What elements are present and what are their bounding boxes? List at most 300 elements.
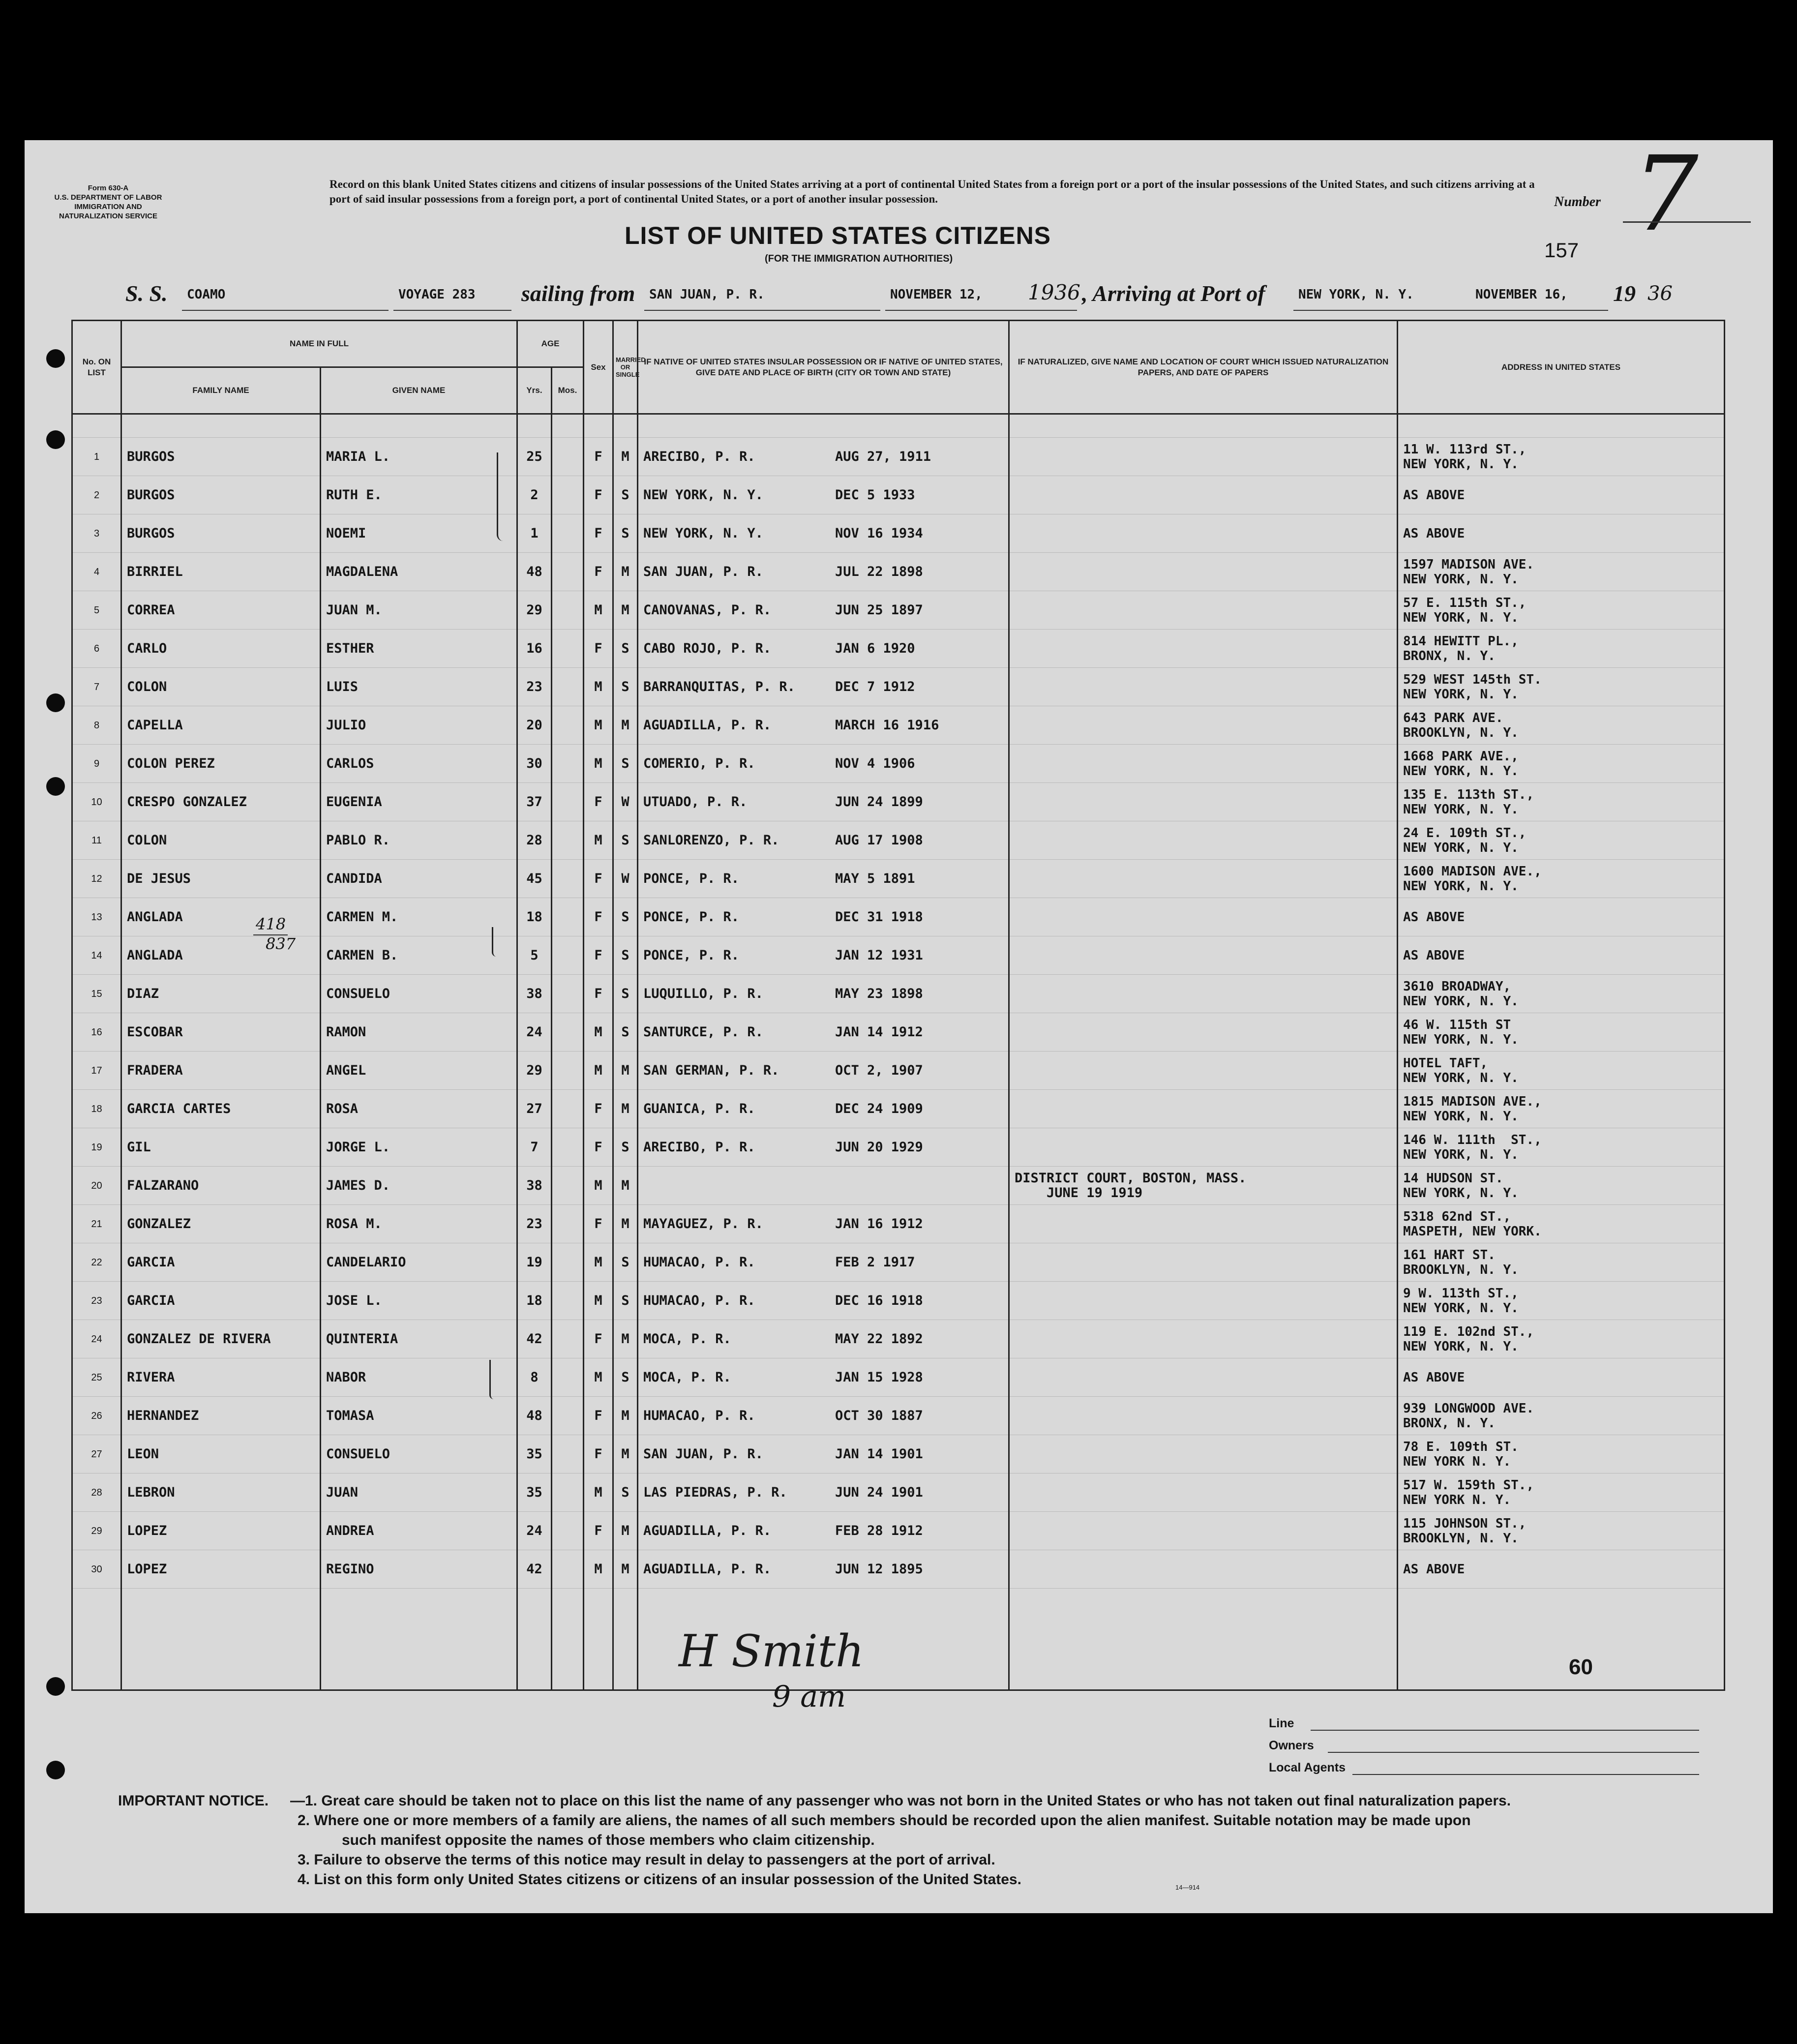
given-name: JULIO bbox=[321, 706, 517, 745]
birth-place: MOCA, P. R. bbox=[643, 1369, 731, 1385]
passenger-row bbox=[72, 668, 1725, 706]
birth-place: MOCA, P. R. bbox=[643, 1331, 731, 1347]
age-years: 30 bbox=[517, 745, 552, 783]
sex: M bbox=[584, 1167, 613, 1205]
sex: F bbox=[584, 1320, 613, 1358]
age-years: 1 bbox=[517, 514, 552, 553]
birth-place: SAN JUAN, P. R. bbox=[643, 1446, 763, 1462]
birth-place-date bbox=[638, 514, 1009, 553]
passenger-row bbox=[72, 783, 1725, 821]
page-title: LIST OF UNITED STATES CITIZENS bbox=[625, 222, 1051, 249]
birth-place-date bbox=[638, 783, 1009, 821]
family-name: ANGLADA bbox=[121, 898, 321, 936]
age-months bbox=[552, 438, 584, 476]
age-years: 16 bbox=[517, 630, 552, 668]
sex: F bbox=[584, 1397, 613, 1435]
marital-status: W bbox=[613, 783, 638, 821]
birth-date: NOV 4 1906 bbox=[835, 755, 915, 771]
form-identifier: Form 630-A U.S. DEPARTMENT OF LABOR IMMIGRATION AND NATURALIZATION SERVICE bbox=[54, 184, 162, 220]
marital-status: S bbox=[613, 936, 638, 975]
family-name: COLON bbox=[121, 668, 321, 706]
passenger-row bbox=[72, 1052, 1725, 1090]
page-count: 60 bbox=[1569, 1655, 1593, 1679]
age-years: 38 bbox=[517, 1167, 552, 1205]
age-months bbox=[552, 1320, 584, 1358]
address: 5318 62nd ST., MASPETH, NEW YORK. bbox=[1398, 1205, 1725, 1243]
marital-status: M bbox=[613, 1205, 638, 1243]
marital-status: S bbox=[613, 668, 638, 706]
marital-status: S bbox=[613, 821, 638, 860]
age-years: 29 bbox=[517, 1052, 552, 1090]
birth-place-date bbox=[638, 860, 1009, 898]
col-birth: IF NATIVE OF UNITED STATES INSULAR POSSESSION OR IF NATIVE OF UNITED STATES, GIVE DATE AND PLACE OF BIRTH (CITY OR TOWN AND STATE) bbox=[638, 321, 1009, 414]
family-name: GARCIA CARTES bbox=[121, 1090, 321, 1128]
age-months bbox=[552, 1435, 584, 1473]
naturalization bbox=[1009, 553, 1398, 591]
age-months bbox=[552, 1473, 584, 1512]
row-number: 9 bbox=[72, 745, 121, 783]
birth-date: JAN 16 1912 bbox=[835, 1216, 923, 1232]
passenger-row bbox=[72, 1282, 1725, 1320]
blank-footer-row bbox=[72, 1589, 1725, 1690]
birth-place: HUMACAO, P. R. bbox=[643, 1254, 755, 1270]
age-years: 7 bbox=[517, 1128, 552, 1167]
arriving-label: , Arriving at Port of bbox=[1082, 281, 1265, 306]
address: 11 W. 113rd ST., NEW YORK, N. Y. bbox=[1398, 438, 1725, 476]
given-name: REGINO bbox=[321, 1550, 517, 1589]
form-tag: 14—914 bbox=[1175, 1884, 1200, 1891]
birth-place-date bbox=[638, 1013, 1009, 1052]
family-name: FALZARANO bbox=[121, 1167, 321, 1205]
age-years: 24 bbox=[517, 1512, 552, 1550]
passenger-row bbox=[72, 936, 1725, 975]
birth-place: CABO ROJO, P. R. bbox=[643, 640, 772, 656]
officer-signature: H Smith bbox=[679, 1625, 865, 1677]
notice-heading: IMPORTANT NOTICE. bbox=[118, 1793, 269, 1809]
age-years: 23 bbox=[517, 668, 552, 706]
sex: M bbox=[584, 1052, 613, 1090]
birth-place-date bbox=[638, 1282, 1009, 1320]
list-number: 7 bbox=[1633, 134, 1699, 254]
birth-place: SAN JUAN, P. R. bbox=[643, 564, 763, 579]
col-age-years: Yrs. bbox=[517, 367, 552, 414]
given-name: JUAN M. bbox=[321, 591, 517, 630]
marital-status: S bbox=[613, 476, 638, 514]
family-name: CRESPO GONZALEZ bbox=[121, 783, 321, 821]
family-name: ESCOBAR bbox=[121, 1013, 321, 1052]
address: 1597 MADISON AVE. NEW YORK, N. Y. bbox=[1398, 553, 1725, 591]
given-name: PABLO R. bbox=[321, 821, 517, 860]
sex: M bbox=[584, 1013, 613, 1052]
address: 9 W. 113th ST., NEW YORK, N. Y. bbox=[1398, 1282, 1725, 1320]
binder-hole bbox=[46, 777, 65, 796]
age-years: 18 bbox=[517, 898, 552, 936]
age-months bbox=[552, 1090, 584, 1128]
record-instructions: Record on this blank United States citizens and citizens of insular possessions of the United States arriving at a port of continental United States from a foreign port or a port of the insular possessions of the United States, and such citizens arriving at a port of said insular possessions from a foreign port, a port of continental United States, or a port of another insular possession. bbox=[329, 178, 1535, 205]
naturalization bbox=[1009, 514, 1398, 553]
age-years: 45 bbox=[517, 860, 552, 898]
sex: F bbox=[584, 1090, 613, 1128]
marital-status: S bbox=[613, 514, 638, 553]
local-agents-label: Local Agents bbox=[1269, 1761, 1346, 1774]
age-months bbox=[552, 936, 584, 975]
passenger-row bbox=[72, 1167, 1725, 1205]
address: 1815 MADISON AVE., NEW YORK, N. Y. bbox=[1398, 1090, 1725, 1128]
row-number: 12 bbox=[72, 860, 121, 898]
age-months bbox=[552, 745, 584, 783]
owners-label: Owners bbox=[1269, 1739, 1314, 1752]
row-number: 5 bbox=[72, 591, 121, 630]
age-years: 35 bbox=[517, 1473, 552, 1512]
family-name: LEON bbox=[121, 1435, 321, 1473]
family-bracket-mark bbox=[492, 927, 496, 957]
birth-date: JUL 22 1898 bbox=[835, 564, 923, 579]
row-number: 13 bbox=[72, 898, 121, 936]
birth-place: ARECIBO, P. R. bbox=[643, 449, 755, 464]
sex: M bbox=[584, 1282, 613, 1320]
given-name: MAGDALENA bbox=[321, 553, 517, 591]
birth-place-date bbox=[638, 1167, 1009, 1205]
page-subtitle: (FOR THE IMMIGRATION AUTHORITIES) bbox=[765, 253, 953, 264]
birth-date: JAN 14 1912 bbox=[835, 1024, 923, 1040]
birth-date: JUN 20 1929 bbox=[835, 1139, 923, 1155]
notice-item-3: 3. Failure to observe the terms of this notice may result in delay to passengers at the port of arrival. bbox=[298, 1852, 995, 1868]
sailing-from-label: sailing from bbox=[521, 281, 635, 306]
marital-status: M bbox=[613, 1167, 638, 1205]
age-months bbox=[552, 1358, 584, 1397]
sex: F bbox=[584, 514, 613, 553]
birth-place-date bbox=[638, 1358, 1009, 1397]
naturalization bbox=[1009, 476, 1398, 514]
given-name: ESTHER bbox=[321, 630, 517, 668]
given-name: RAMON bbox=[321, 1013, 517, 1052]
address: 78 E. 109th ST. NEW YORK N. Y. bbox=[1398, 1435, 1725, 1473]
row-number: 10 bbox=[72, 783, 121, 821]
naturalization: DISTRICT COURT, BOSTON, MASS. JUNE 19 1919 bbox=[1009, 1167, 1398, 1205]
naturalization bbox=[1009, 1128, 1398, 1167]
address: 119 E. 102nd ST., NEW YORK, N. Y. bbox=[1398, 1320, 1725, 1358]
age-months bbox=[552, 783, 584, 821]
birth-date: JUN 25 1897 bbox=[835, 602, 923, 618]
age-years: 28 bbox=[517, 821, 552, 860]
birth-date: MARCH 16 1916 bbox=[835, 717, 939, 733]
given-name: JORGE L. bbox=[321, 1128, 517, 1167]
number-label: Number bbox=[1554, 194, 1601, 210]
voyage-line bbox=[25, 280, 1773, 310]
binder-hole bbox=[46, 693, 65, 712]
row-number: 20 bbox=[72, 1167, 121, 1205]
age-years: 5 bbox=[517, 936, 552, 975]
passenger-row bbox=[72, 1320, 1725, 1358]
address: 814 HEWITT PL., BRONX, N. Y. bbox=[1398, 630, 1725, 668]
passenger-row bbox=[72, 1397, 1725, 1435]
passenger-row bbox=[72, 745, 1725, 783]
birth-place-date bbox=[638, 1550, 1009, 1589]
given-name: NABOR bbox=[321, 1358, 517, 1397]
notice-item-2-cont: such manifest opposite the names of those members who claim citizenship. bbox=[342, 1832, 875, 1848]
birth-date: DEC 5 1933 bbox=[835, 487, 915, 503]
given-name: RUTH E. bbox=[321, 476, 517, 514]
marital-status: M bbox=[613, 438, 638, 476]
age-years: 8 bbox=[517, 1358, 552, 1397]
birth-place-date bbox=[638, 1320, 1009, 1358]
given-name: ANDREA bbox=[321, 1512, 517, 1550]
age-years: 27 bbox=[517, 1090, 552, 1128]
birth-date: JAN 14 1901 bbox=[835, 1446, 923, 1462]
marital-status: S bbox=[613, 1243, 638, 1282]
naturalization bbox=[1009, 1282, 1398, 1320]
sex: F bbox=[584, 1435, 613, 1473]
birth-place-date bbox=[638, 1243, 1009, 1282]
line-label: Line bbox=[1269, 1716, 1294, 1730]
age-years: 2 bbox=[517, 476, 552, 514]
passenger-row bbox=[72, 1512, 1725, 1550]
row-number: 25 bbox=[72, 1358, 121, 1397]
marital-status: S bbox=[613, 1128, 638, 1167]
arrival-year-prefix: 19 bbox=[1613, 281, 1636, 306]
age-months bbox=[552, 1052, 584, 1090]
col-name-in-full: NAME IN FULL bbox=[121, 321, 517, 367]
sex: M bbox=[584, 668, 613, 706]
birth-place: SANTURCE, P. R. bbox=[643, 1024, 763, 1040]
passenger-row bbox=[72, 1550, 1725, 1589]
row-number: 2 bbox=[72, 476, 121, 514]
sex: M bbox=[584, 706, 613, 745]
address: 1668 PARK AVE., NEW YORK, N. Y. bbox=[1398, 745, 1725, 783]
birth-date: MAY 5 1891 bbox=[835, 871, 915, 886]
naturalization bbox=[1009, 630, 1398, 668]
age-months bbox=[552, 1243, 584, 1282]
birth-date: JUN 24 1901 bbox=[835, 1484, 923, 1500]
birth-place-date bbox=[638, 1090, 1009, 1128]
given-name: CARLOS bbox=[321, 745, 517, 783]
marital-status: M bbox=[613, 1397, 638, 1435]
family-name: GIL bbox=[121, 1128, 321, 1167]
naturalization bbox=[1009, 898, 1398, 936]
row-number: 22 bbox=[72, 1243, 121, 1282]
handwritten-note-bottom: 837 bbox=[266, 934, 296, 953]
passenger-row bbox=[72, 476, 1725, 514]
from-fill-line bbox=[644, 310, 880, 311]
age-months bbox=[552, 1397, 584, 1435]
sex: F bbox=[584, 936, 613, 975]
passenger-row bbox=[72, 1358, 1725, 1397]
family-name: LEBRON bbox=[121, 1473, 321, 1512]
birth-place-date bbox=[638, 1512, 1009, 1550]
age-months bbox=[552, 553, 584, 591]
address: 135 E. 113th ST., NEW YORK, N. Y. bbox=[1398, 783, 1725, 821]
birth-date: OCT 2, 1907 bbox=[835, 1062, 923, 1078]
passenger-row bbox=[72, 706, 1725, 745]
marital-status: M bbox=[613, 1512, 638, 1550]
age-months bbox=[552, 1205, 584, 1243]
age-months bbox=[552, 821, 584, 860]
naturalization bbox=[1009, 745, 1398, 783]
family-name: BIRRIEL bbox=[121, 553, 321, 591]
family-name: GARCIA bbox=[121, 1243, 321, 1282]
marital-status: M bbox=[613, 1550, 638, 1589]
birth-place: AGUADILLA, P. R. bbox=[643, 717, 772, 733]
passenger-row bbox=[72, 975, 1725, 1013]
birth-date: JAN 6 1920 bbox=[835, 640, 915, 656]
passenger-row bbox=[72, 1205, 1725, 1243]
ship-name: COAMO bbox=[187, 287, 226, 302]
naturalization bbox=[1009, 438, 1398, 476]
naturalization bbox=[1009, 1435, 1398, 1473]
passenger-row bbox=[72, 821, 1725, 860]
age-years: 37 bbox=[517, 783, 552, 821]
naturalization bbox=[1009, 936, 1398, 975]
col-naturalization: IF NATURALIZED, GIVE NAME AND LOCATION OF COURT WHICH ISSUED NATURALIZATION PAPERS, AND DATE OF PAPERS bbox=[1009, 321, 1398, 414]
age-years: 35 bbox=[517, 1435, 552, 1473]
passenger-row bbox=[72, 860, 1725, 898]
sex: M bbox=[584, 1550, 613, 1589]
marital-status: M bbox=[613, 591, 638, 630]
birth-place: COMERIO, P. R. bbox=[643, 755, 755, 771]
age-years: 23 bbox=[517, 1205, 552, 1243]
naturalization bbox=[1009, 1358, 1398, 1397]
birth-place-date bbox=[638, 821, 1009, 860]
birth-place-date bbox=[638, 975, 1009, 1013]
age-years: 29 bbox=[517, 591, 552, 630]
birth-place: GUANICA, P. R. bbox=[643, 1101, 755, 1116]
passenger-row bbox=[72, 591, 1725, 630]
family-name: HERNANDEZ bbox=[121, 1397, 321, 1435]
address: 939 LONGWOOD AVE. BRONX, N. Y. bbox=[1398, 1397, 1725, 1435]
sex: F bbox=[584, 975, 613, 1013]
family-name: COLON bbox=[121, 821, 321, 860]
row-number: 30 bbox=[72, 1550, 121, 1589]
address: 115 JOHNSON ST., BROOKLYN, N. Y. bbox=[1398, 1512, 1725, 1550]
naturalization bbox=[1009, 975, 1398, 1013]
age-months bbox=[552, 1167, 584, 1205]
sex: F bbox=[584, 1128, 613, 1167]
family-name: GARCIA bbox=[121, 1282, 321, 1320]
time-note: 9 am bbox=[772, 1680, 846, 1714]
given-name: MARIA L. bbox=[321, 438, 517, 476]
age-years: 42 bbox=[517, 1550, 552, 1589]
marital-status: S bbox=[613, 898, 638, 936]
arrival-date: NOVEMBER 16, bbox=[1475, 287, 1568, 302]
marital-status: S bbox=[613, 630, 638, 668]
address: 14 HUDSON ST. NEW YORK, N. Y. bbox=[1398, 1167, 1725, 1205]
family-name: BURGOS bbox=[121, 438, 321, 476]
line-fill bbox=[1311, 1730, 1699, 1731]
address: AS ABOVE bbox=[1398, 476, 1725, 514]
header-spacer-row bbox=[72, 414, 1725, 438]
birth-place: PONCE, P. R. bbox=[643, 947, 740, 963]
age-months bbox=[552, 630, 584, 668]
given-name: ROSA M. bbox=[321, 1205, 517, 1243]
birth-place-date bbox=[638, 553, 1009, 591]
naturalization bbox=[1009, 1205, 1398, 1243]
birth-place: SANLORENZO, P. R. bbox=[643, 832, 779, 848]
birth-place: ARECIBO, P. R. bbox=[643, 1139, 755, 1155]
family-name: RIVERA bbox=[121, 1358, 321, 1397]
birth-place: AGUADILLA, P. R. bbox=[643, 1523, 772, 1538]
sex: F bbox=[584, 783, 613, 821]
sex: F bbox=[584, 1512, 613, 1550]
marital-status: S bbox=[613, 1358, 638, 1397]
passenger-row bbox=[72, 898, 1725, 936]
birth-place: NEW YORK, N. Y. bbox=[643, 487, 763, 503]
arrival-year-hand: 36 bbox=[1647, 282, 1673, 305]
age-years: 18 bbox=[517, 1282, 552, 1320]
age-months bbox=[552, 1128, 584, 1167]
family-name: GONZALEZ bbox=[121, 1205, 321, 1243]
sex: F bbox=[584, 1205, 613, 1243]
naturalization bbox=[1009, 668, 1398, 706]
row-number: 29 bbox=[72, 1512, 121, 1550]
col-age: AGE bbox=[517, 321, 584, 367]
age-years: 48 bbox=[517, 553, 552, 591]
naturalization bbox=[1009, 1013, 1398, 1052]
address: AS ABOVE bbox=[1398, 898, 1725, 936]
agents-fill bbox=[1352, 1774, 1699, 1775]
naturalization bbox=[1009, 1550, 1398, 1589]
address: HOTEL TAFT, NEW YORK, N. Y. bbox=[1398, 1052, 1725, 1090]
birth-place-date bbox=[638, 1435, 1009, 1473]
sex: M bbox=[584, 1358, 613, 1397]
given-name: JAMES D. bbox=[321, 1167, 517, 1205]
date-fill-line bbox=[885, 310, 1077, 311]
marital-status: M bbox=[613, 553, 638, 591]
birth-place-date bbox=[638, 936, 1009, 975]
birth-place-date bbox=[638, 898, 1009, 936]
col-family-name: FAMILY NAME bbox=[121, 367, 321, 414]
row-number: 8 bbox=[72, 706, 121, 745]
binder-hole bbox=[46, 349, 65, 368]
row-number: 19 bbox=[72, 1128, 121, 1167]
birth-date: AUG 17 1908 bbox=[835, 832, 923, 848]
birth-place: PONCE, P. R. bbox=[643, 871, 740, 886]
age-months bbox=[552, 668, 584, 706]
passenger-table bbox=[71, 320, 1725, 1691]
family-name: ANGLADA bbox=[121, 936, 321, 975]
marital-status: M bbox=[613, 1052, 638, 1090]
passenger-row bbox=[72, 1435, 1725, 1473]
passenger-row bbox=[72, 1128, 1725, 1167]
birth-date: DEC 24 1909 bbox=[835, 1101, 923, 1116]
address: 3610 BROADWAY, NEW YORK, N. Y. bbox=[1398, 975, 1725, 1013]
birth-place-date bbox=[638, 630, 1009, 668]
passenger-row bbox=[72, 1243, 1725, 1282]
birth-date: OCT 30 1887 bbox=[835, 1408, 923, 1423]
sex: M bbox=[584, 1473, 613, 1512]
birth-date: JAN 12 1931 bbox=[835, 947, 923, 963]
given-name: TOMASA bbox=[321, 1397, 517, 1435]
family-name: FRADERA bbox=[121, 1052, 321, 1090]
ss-label: S. S. bbox=[125, 281, 168, 306]
departure-year: 1936 bbox=[1028, 280, 1080, 304]
birth-place: NEW YORK, N. Y. bbox=[643, 525, 763, 541]
given-name: CANDIDA bbox=[321, 860, 517, 898]
marital-status: S bbox=[613, 745, 638, 783]
row-number: 23 bbox=[72, 1282, 121, 1320]
col-number: No. ON LIST bbox=[72, 321, 121, 414]
family-name: LOPEZ bbox=[121, 1512, 321, 1550]
voyage-number: VOYAGE 283 bbox=[398, 287, 476, 302]
naturalization bbox=[1009, 860, 1398, 898]
naturalization bbox=[1009, 1512, 1398, 1550]
address: 24 E. 109th ST., NEW YORK, N. Y. bbox=[1398, 821, 1725, 860]
birth-date: AUG 27, 1911 bbox=[835, 449, 931, 464]
handwritten-note-top: 418 bbox=[256, 915, 286, 933]
sex: M bbox=[584, 745, 613, 783]
row-number: 14 bbox=[72, 936, 121, 975]
age-years: 48 bbox=[517, 1397, 552, 1435]
birth-place: HUMACAO, P. R. bbox=[643, 1408, 755, 1423]
